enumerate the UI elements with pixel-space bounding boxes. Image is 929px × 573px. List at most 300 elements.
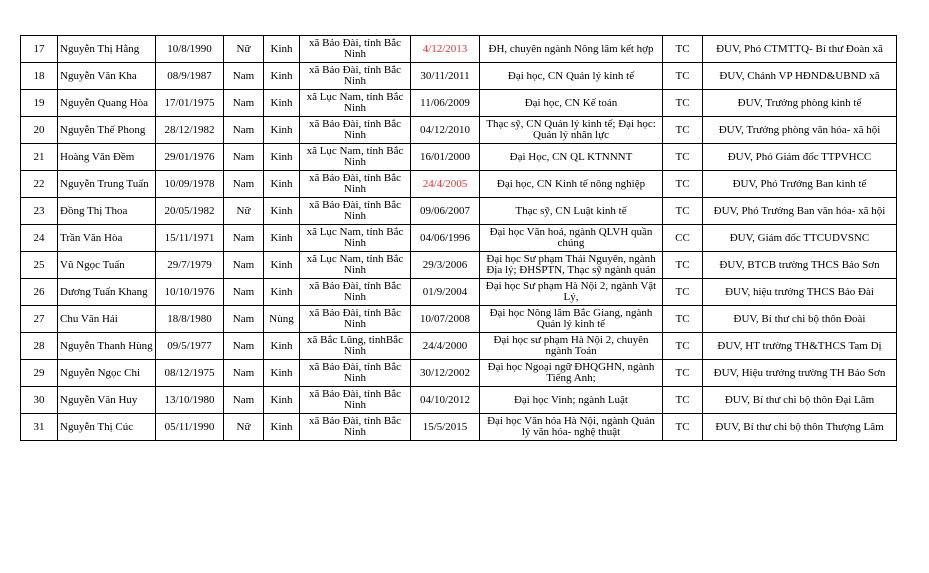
cell-ethnic-text: Kinh: [270, 232, 293, 244]
cell-ethnic: [264, 171, 300, 198]
cell-gender-text: Nam: [232, 394, 255, 406]
table-row: [21, 360, 897, 387]
cell-address-text: xã Bảo Đài, tỉnh Bắc Ninh: [309, 38, 401, 60]
cell-ethnic-text: Kinh: [270, 70, 293, 82]
cell-stt-text: 22: [33, 178, 45, 190]
cell-political-level: [663, 144, 703, 171]
cell-education: [480, 36, 663, 63]
cell-stt: [21, 90, 58, 117]
cell-political-level-text: TC: [675, 286, 690, 298]
cell-stt: [21, 387, 58, 414]
cell-gender-text: Nam: [232, 97, 255, 109]
cell-gender-text: Nam: [232, 178, 255, 190]
cell-education: [480, 306, 663, 333]
cell-address: [300, 360, 411, 387]
cell-gender-text: Nam: [232, 232, 255, 244]
cell-education-text: Đại học Sư phạm Hà Nội 2, ngành Vật Lý,: [485, 281, 657, 303]
cell-political-level-text: TC: [675, 421, 690, 433]
table-row: [21, 252, 897, 279]
cell-stt: [21, 225, 58, 252]
cell-gender: [224, 279, 264, 306]
cell-political-level: [663, 198, 703, 225]
cell-name-text: Nguyễn Quang Hòa: [60, 97, 148, 109]
cell-position-text: ĐUV, Giám đốc TTCUDVSNC: [729, 232, 870, 244]
cell-political-level: [663, 387, 703, 414]
cell-ethnic-text: Kinh: [270, 43, 293, 55]
cell-name-text: Nguyễn Ngọc Chi: [60, 367, 141, 379]
cell-education-text: Đại học Sư phạm Thái Nguyên, ngành Địa lý; ĐHSPTN, Thạc sỹ ngành quản: [486, 254, 656, 276]
cell-address: [300, 117, 411, 144]
cell-ethnic-text: Kinh: [270, 340, 293, 352]
cell-gender-text: Nam: [232, 151, 255, 163]
cell-admission-date: [411, 252, 480, 279]
cell-address-text: xã Bảo Đài, tỉnh Bắc Ninh: [309, 200, 401, 222]
cell-stt: [21, 333, 58, 360]
cell-gender-text: Nam: [232, 259, 255, 271]
table-row: [21, 90, 897, 117]
cell-dob: [156, 90, 224, 117]
cell-address-text: xã Bảo Đài, tỉnh Bắc Ninh: [309, 119, 401, 141]
cell-address: [300, 414, 411, 441]
cell-name: [58, 90, 156, 117]
cell-education-text: Đại học, CN Kế toán: [524, 97, 618, 109]
cell-position-text: ĐUV, Phó Giám đốc TTPVHCC: [727, 151, 872, 163]
cell-address-text: xã Bảo Đài, tỉnh Bắc Ninh: [309, 362, 401, 384]
cell-admission-date-text: 30/12/2002: [419, 367, 471, 379]
cell-ethnic: [264, 360, 300, 387]
cell-political-level-text: TC: [675, 313, 690, 325]
cell-dob: [156, 63, 224, 90]
cell-position-text: ĐUV, Hiệu trưởng trường TH Bảo Sơn: [713, 367, 886, 379]
cell-position-text: ĐUV, hiệu trưởng THCS Bảo Đài: [725, 286, 874, 298]
cell-position-text: ĐUV, Bí thư chi bộ thôn Đại Lâm: [724, 394, 875, 406]
cell-education-text: Đại học Văn hoá, ngành QLVH quần chúng: [489, 227, 653, 249]
cell-address-text: xã Bảo Đài, tỉnh Bắc Ninh: [309, 416, 401, 438]
cell-education: [480, 360, 663, 387]
cell-gender-text: Nam: [232, 367, 255, 379]
cell-dob-text: 05/11/1990: [164, 421, 215, 433]
cell-admission-date-text: 04/12/2010: [419, 124, 471, 136]
cell-gender: [224, 306, 264, 333]
cell-admission-date-text: 15/5/2015: [422, 421, 468, 433]
cell-name-text: Chu Văn Hải: [60, 313, 118, 325]
cell-name: [58, 144, 156, 171]
cell-gender-text: Nam: [232, 286, 255, 298]
table-row: [21, 414, 897, 441]
cell-address: [300, 279, 411, 306]
cell-name: [58, 279, 156, 306]
cell-dob: [156, 360, 224, 387]
cell-name-text: Nguyễn Thị Hằng: [60, 43, 140, 55]
cell-name: [58, 306, 156, 333]
cell-stt-text: 19: [33, 97, 45, 109]
cell-stt-text: 18: [33, 70, 45, 82]
table-row: [21, 144, 897, 171]
table-row: [21, 387, 897, 414]
cell-education: [480, 117, 663, 144]
cell-ethnic: [264, 144, 300, 171]
cell-gender-text: Nữ: [236, 205, 251, 217]
cell-gender: [224, 333, 264, 360]
cell-dob: [156, 252, 224, 279]
cell-admission-date-text: 04/10/2012: [419, 394, 471, 406]
cell-position-text: ĐUV, HT trường TH&THCS Tam Dị: [717, 340, 882, 352]
cell-admission-date: [411, 306, 480, 333]
cell-position-text: ĐUV, Phó Trưởng Ban kinh tế: [732, 178, 867, 190]
cell-education-text: Đại học sư phạm Hà Nội 2, chuyên ngành Toán: [493, 335, 649, 357]
cell-education: [480, 225, 663, 252]
cell-ethnic: [264, 117, 300, 144]
cell-admission-date: [411, 90, 480, 117]
cell-position: [703, 333, 897, 360]
cell-stt-text: 24: [33, 232, 45, 244]
cell-ethnic-text: Kinh: [270, 394, 293, 406]
cell-admission-date: [411, 333, 480, 360]
cell-ethnic-text: Kinh: [270, 259, 293, 271]
cell-stt: [21, 36, 58, 63]
cell-ethnic-text: Kinh: [270, 178, 293, 190]
cell-name-text: Dương Tuấn Khang: [60, 286, 148, 298]
cell-address-text: xã Bảo Đài, tỉnh Bắc Ninh: [309, 308, 401, 330]
cell-address: [300, 36, 411, 63]
cell-name: [58, 117, 156, 144]
cell-gender: [224, 225, 264, 252]
cell-education: [480, 198, 663, 225]
cell-political-level-text: TC: [675, 394, 690, 406]
cell-admission-date-text: 04/06/1996: [419, 232, 471, 244]
cell-education: [480, 171, 663, 198]
cell-political-level: [663, 90, 703, 117]
cell-dob: [156, 171, 224, 198]
table-row: [21, 225, 897, 252]
cell-political-level: [663, 171, 703, 198]
cell-position-text: ĐUV, Trưởng phòng văn hóa- xã hội: [718, 124, 881, 136]
cell-address: [300, 198, 411, 225]
cell-ethnic: [264, 414, 300, 441]
cell-gender-text: Nam: [232, 70, 255, 82]
cell-stt: [21, 252, 58, 279]
cell-position: [703, 414, 897, 441]
cell-admission-date: [411, 360, 480, 387]
cell-address: [300, 171, 411, 198]
cell-stt-text: 23: [33, 205, 45, 217]
cell-ethnic-text: Kinh: [270, 97, 293, 109]
cell-stt: [21, 360, 58, 387]
cell-name: [58, 252, 156, 279]
cell-dob: [156, 387, 224, 414]
cell-position: [703, 387, 897, 414]
cell-address-text: xã Bảo Đài, tỉnh Bắc Ninh: [309, 173, 401, 195]
cell-address-text: xã Bảo Đài, tỉnh Bắc Ninh: [309, 389, 401, 411]
cell-name: [58, 36, 156, 63]
table-row: [21, 333, 897, 360]
cell-gender-text: Nữ: [236, 43, 251, 55]
cell-name-text: Nguyễn Văn Huy: [60, 394, 138, 406]
members-table: [20, 35, 897, 441]
cell-ethnic-text: Kinh: [270, 367, 293, 379]
cell-political-level-text: CC: [675, 232, 690, 244]
cell-address: [300, 387, 411, 414]
cell-education-text: Thạc sỹ, CN Luật kinh tế: [515, 205, 627, 217]
cell-gender: [224, 360, 264, 387]
cell-admission-date: [411, 171, 480, 198]
cell-dob-text: 18/8/1980: [167, 313, 212, 325]
cell-admission-date: [411, 198, 480, 225]
cell-stt-text: 20: [33, 124, 45, 136]
cell-position-text: ĐUV, Phó Trưởng Ban văn hóa- xã hội: [713, 205, 886, 217]
cell-political-level-text: TC: [675, 43, 690, 55]
cell-gender-text: Nam: [232, 313, 255, 325]
cell-position: [703, 117, 897, 144]
cell-education: [480, 414, 663, 441]
cell-political-level-text: TC: [675, 178, 690, 190]
cell-dob: [156, 306, 224, 333]
cell-stt-text: 21: [33, 151, 45, 163]
cell-ethnic: [264, 225, 300, 252]
cell-gender: [224, 90, 264, 117]
cell-dob-text: 09/5/1977: [167, 340, 212, 352]
cell-position: [703, 198, 897, 225]
cell-stt-text: 30: [33, 394, 45, 406]
cell-name-text: Nguyễn Trung Tuấn: [60, 178, 149, 190]
cell-political-level-text: TC: [675, 124, 690, 136]
cell-admission-date-text: 11/06/2009: [420, 97, 470, 109]
cell-gender: [224, 387, 264, 414]
cell-dob-text: 28/12/1982: [164, 124, 215, 136]
cell-ethnic: [264, 36, 300, 63]
cell-dob: [156, 144, 224, 171]
cell-gender-text: Nữ: [236, 421, 251, 433]
cell-gender: [224, 117, 264, 144]
cell-gender: [224, 171, 264, 198]
cell-political-level: [663, 36, 703, 63]
table-row: [21, 171, 897, 198]
cell-address: [300, 63, 411, 90]
cell-gender-text: Nam: [232, 124, 255, 136]
cell-admission-date: [411, 117, 480, 144]
table-row: [21, 306, 897, 333]
table-row: [21, 279, 897, 306]
cell-dob-text: 29/7/1979: [167, 259, 212, 271]
cell-name: [58, 414, 156, 441]
cell-political-level-text: TC: [675, 70, 690, 82]
table-row: [21, 198, 897, 225]
cell-education: [480, 90, 663, 117]
cell-admission-date-text: 16/01/2000: [419, 151, 471, 163]
cell-admission-date-text: 01/9/2004: [422, 286, 468, 298]
cell-education: [480, 252, 663, 279]
cell-admission-date-text: 4/12/2013: [422, 43, 468, 55]
cell-name-text: Nguyễn Thanh Hùng: [60, 340, 153, 352]
cell-address: [300, 225, 411, 252]
cell-admission-date-text: 29/3/2006: [422, 259, 468, 271]
cell-stt: [21, 171, 58, 198]
cell-address-text: xã Lục Nam, tỉnh Bắc Ninh: [306, 227, 404, 249]
cell-position-text: ĐUV, Bí thư chi bộ thôn Đoài: [733, 313, 866, 325]
cell-position: [703, 144, 897, 171]
cell-address: [300, 252, 411, 279]
cell-position: [703, 252, 897, 279]
cell-political-level: [663, 252, 703, 279]
cell-dob-text: 10/09/1978: [164, 178, 215, 190]
cell-name-text: Đồng Thị Thoa: [60, 205, 128, 217]
cell-address: [300, 90, 411, 117]
cell-position: [703, 360, 897, 387]
cell-education: [480, 333, 663, 360]
cell-dob-text: 08/9/1987: [167, 70, 212, 82]
cell-admission-date-text: 24/4/2000: [422, 340, 468, 352]
cell-address-text: xã Lục Nam, tỉnh Bắc Ninh: [306, 254, 404, 276]
cell-dob: [156, 279, 224, 306]
cell-admission-date-text: 10/07/2008: [419, 313, 471, 325]
cell-ethnic-text: Nùng: [269, 313, 294, 325]
cell-political-level-text: TC: [675, 259, 690, 271]
cell-education-text: ĐH, chuyên ngành Nông lâm kết hợp: [488, 43, 654, 55]
cell-ethnic-text: Kinh: [270, 421, 293, 433]
cell-admission-date: [411, 144, 480, 171]
cell-dob: [156, 225, 224, 252]
table-body: [21, 36, 897, 441]
cell-ethnic: [264, 387, 300, 414]
cell-dob: [156, 414, 224, 441]
cell-stt-text: 29: [33, 367, 45, 379]
cell-name: [58, 333, 156, 360]
cell-political-level: [663, 63, 703, 90]
cell-dob-text: 15/11/1971: [164, 232, 215, 244]
cell-position-text: ĐUV, Bí thư chi bộ thôn Thượng Lâm: [715, 421, 884, 433]
cell-education: [480, 144, 663, 171]
cell-ethnic: [264, 333, 300, 360]
cell-political-level: [663, 360, 703, 387]
cell-name: [58, 387, 156, 414]
cell-dob: [156, 198, 224, 225]
cell-gender: [224, 36, 264, 63]
table-row: [21, 117, 897, 144]
cell-education-text: Đại học Vinh; ngành Luật: [513, 394, 628, 406]
cell-name-text: Vũ Ngọc Tuấn: [60, 259, 125, 271]
cell-stt: [21, 144, 58, 171]
cell-address-text: xã Lục Nam, tỉnh Bắc Ninh: [306, 92, 404, 114]
cell-gender: [224, 198, 264, 225]
cell-name: [58, 63, 156, 90]
cell-stt: [21, 414, 58, 441]
cell-name-text: Nguyễn Văn Kha: [60, 70, 137, 82]
cell-ethnic-text: Kinh: [270, 286, 293, 298]
cell-ethnic-text: Kinh: [270, 205, 293, 217]
cell-dob-text: 08/12/1975: [164, 367, 215, 379]
cell-dob: [156, 333, 224, 360]
cell-dob-text: 10/8/1990: [167, 43, 212, 55]
cell-education-text: Đại học, CN Quản lý kinh tế: [507, 70, 635, 82]
cell-dob: [156, 36, 224, 63]
cell-position-text: ĐUV, Trưởng phòng kinh tế: [737, 97, 862, 109]
cell-political-level: [663, 333, 703, 360]
cell-political-level: [663, 306, 703, 333]
cell-stt-text: 28: [33, 340, 45, 352]
cell-ethnic: [264, 198, 300, 225]
cell-admission-date-text: 30/11/2011: [420, 70, 470, 82]
cell-dob-text: 17/01/1975: [164, 97, 215, 109]
cell-admission-date: [411, 225, 480, 252]
cell-political-level: [663, 117, 703, 144]
cell-admission-date-text: 24/4/2005: [422, 178, 468, 190]
cell-dob-text: 29/01/1976: [164, 151, 215, 163]
cell-stt-text: 31: [33, 421, 45, 433]
cell-dob-text: 10/10/1976: [164, 286, 215, 298]
table-row: [21, 63, 897, 90]
cell-position: [703, 90, 897, 117]
cell-ethnic: [264, 90, 300, 117]
cell-position: [703, 63, 897, 90]
cell-education-text: Đại học Nông lâm Bắc Giang, ngành Quản lý kinh tế: [489, 308, 653, 330]
cell-position-text: ĐUV, Phó CTMTTQ- Bí thư Đoàn xã: [716, 43, 883, 55]
cell-political-level-text: TC: [675, 151, 690, 163]
cell-education-text: Thạc sỹ, CN Quản lý kinh tế; Đại học: Quản lý nhân lực: [486, 119, 656, 141]
cell-ethnic: [264, 252, 300, 279]
cell-education-text: Đại Học, CN QL KTNNNT: [509, 151, 633, 163]
cell-dob: [156, 117, 224, 144]
cell-ethnic: [264, 63, 300, 90]
cell-stt-text: 25: [33, 259, 45, 271]
cell-political-level: [663, 279, 703, 306]
cell-stt-text: 17: [33, 43, 45, 55]
cell-admission-date: [411, 279, 480, 306]
cell-stt: [21, 63, 58, 90]
cell-admission-date: [411, 414, 480, 441]
cell-dob-text: 13/10/1980: [164, 394, 215, 406]
cell-stt-text: 27: [33, 313, 45, 325]
cell-education-text: Đại học, CN Kinh tế nông nghiệp: [496, 178, 646, 190]
cell-ethnic-text: Kinh: [270, 124, 293, 136]
cell-name-text: Trần Văn Hòa: [60, 232, 123, 244]
cell-ethnic-text: Kinh: [270, 151, 293, 163]
cell-address: [300, 333, 411, 360]
cell-position: [703, 306, 897, 333]
cell-name-text: Nguyễn Thị Cúc: [60, 421, 134, 433]
cell-name-text: Hoàng Văn Đềm: [60, 151, 135, 163]
cell-education: [480, 63, 663, 90]
cell-position-text: ĐUV, BTCB trường THCS Bảo Sơn: [719, 259, 880, 271]
cell-gender: [224, 63, 264, 90]
cell-political-level-text: TC: [675, 367, 690, 379]
cell-name: [58, 225, 156, 252]
cell-position: [703, 225, 897, 252]
cell-political-level: [663, 414, 703, 441]
cell-address-text: xã Bảo Đài, tỉnh Bắc Ninh: [309, 281, 401, 303]
cell-name: [58, 360, 156, 387]
cell-address-text: xã Lục Nam, tỉnh Bắc Ninh: [306, 146, 404, 168]
cell-gender-text: Nam: [232, 340, 255, 352]
cell-dob-text: 20/05/1982: [164, 205, 215, 217]
cell-admission-date: [411, 36, 480, 63]
cell-position: [703, 279, 897, 306]
cell-ethnic: [264, 279, 300, 306]
cell-address: [300, 306, 411, 333]
cell-stt: [21, 306, 58, 333]
cell-name: [58, 198, 156, 225]
cell-name: [58, 171, 156, 198]
cell-admission-date: [411, 63, 480, 90]
cell-position: [703, 171, 897, 198]
cell-stt-text: 26: [33, 286, 45, 298]
cell-stt: [21, 117, 58, 144]
cell-gender: [224, 144, 264, 171]
cell-political-level-text: TC: [675, 205, 690, 217]
cell-gender: [224, 252, 264, 279]
cell-education-text: Đại học Văn hóa Hà Nội, ngành Quản lý văn hóa- nghệ thuật: [487, 416, 655, 438]
cell-education-text: Đại học Ngoại ngữ ĐHQGHN, ngành Tiếng Anh;: [487, 362, 655, 384]
cell-address-text: xã Bắc Lũng, tỉnhBắc Ninh: [307, 335, 403, 357]
